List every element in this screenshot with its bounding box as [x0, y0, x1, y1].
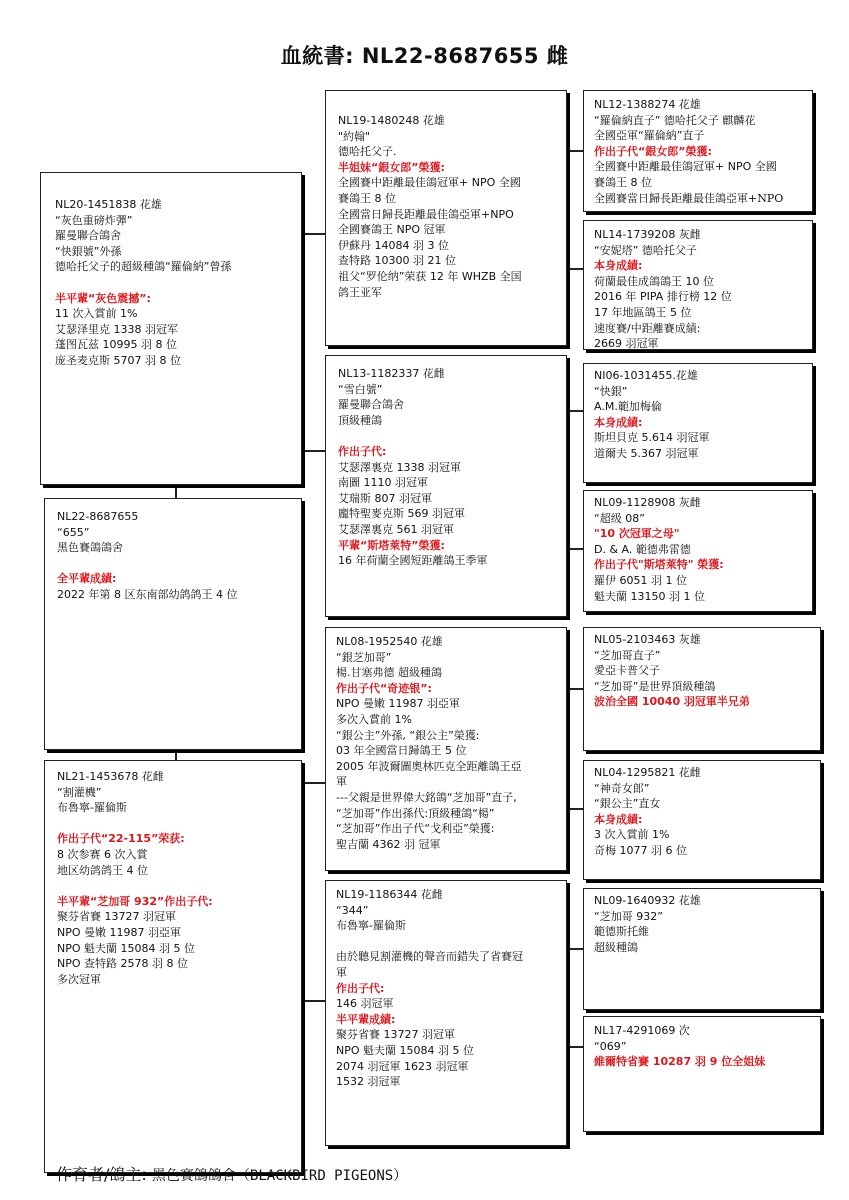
ds-line: NPO 曼嫩 11987 羽亞軍 [336, 697, 461, 711]
sdd-line: 魁夫蘭 13150 羽 1 位 [594, 589, 705, 603]
sd-line [338, 428, 560, 444]
dd-line: “344” [336, 903, 369, 917]
subject-line [57, 556, 291, 572]
ss-line: 半姐妹“銀女郎”榮獲: [338, 160, 445, 174]
sss-line: 作出子代“銀女郎”榮獲: [594, 144, 712, 158]
sds-line: “快銀” [594, 384, 628, 398]
ss-line: 全國當日歸長距離最佳鴿亞軍+NPO [338, 207, 514, 221]
sd-line: 羅曼聯合鴿舍 [338, 398, 404, 412]
sss-line: 賽鴿王 8 位 [594, 175, 652, 189]
dds-line: 超級種鴿 [594, 940, 638, 954]
footer [56, 1162, 407, 1185]
sss-line: 全國賽中距離最佳鴿冠軍+ NPO 全國 [594, 160, 777, 174]
ss-line: 全國賽鴿王 NPO 冠軍 [338, 223, 446, 237]
sd-line: NL13-1182337 花雌 [338, 367, 445, 380]
sdd-line: "10 次冠軍之母" [594, 527, 680, 541]
sss-line: 全國賽當日歸長距離最佳鴿亞軍+NPO [594, 191, 784, 205]
ds-line: 軍 [336, 775, 347, 789]
sd-line: 頂級種鴿 [338, 413, 382, 427]
dam-dam-dam-card [583, 1016, 821, 1132]
sdd-line: 羅伊 6051 羽 1 位 [594, 573, 687, 587]
ss-line: 賽鴿王 8 位 [338, 191, 396, 205]
dd-line [336, 934, 560, 950]
ddd-line: NL17-4291069 次 [594, 1024, 690, 1037]
dam-line: 地区幼鸽鸽王 4 位 [57, 863, 148, 877]
dam-sire-dam-card [583, 760, 821, 880]
dds-line: NL09-1640932 花雄 [594, 894, 701, 907]
sd-line: “雪白號” [338, 382, 383, 396]
connector-ds-dss [566, 688, 583, 690]
dsd-line: 奇梅 1077 羽 6 位 [594, 843, 687, 857]
sds-line: 本身成績: [594, 415, 643, 429]
dam-sire-sire-card [583, 627, 821, 751]
dam-line: 聚芬省賽 13727 羽冠軍 [57, 910, 176, 924]
subject-line: 黑色賽鴿鴿舍 [57, 541, 123, 555]
ds-line: 作出子代“奇迹银”: [336, 681, 432, 695]
dd-line: 由於聽見割灌機的聲音而錯失了省賽冠 [336, 950, 523, 964]
dam-line: 8 次参赛 6 次入賞 [57, 847, 148, 861]
dam-card [44, 760, 302, 1173]
ssd-line: 2669 羽冠軍 [594, 337, 659, 350]
sss-line: 全國亞軍“羅倫納”直子 [594, 129, 705, 143]
subject-line: NL22-8687655 [57, 510, 139, 523]
sire-line: 半平輩“灰色震撼”: [55, 291, 151, 305]
ds-line: 楊.甘塞弗德 超級種鴿 [336, 666, 442, 680]
dss-line: 波治全國 10040 羽冠軍半兄弟 [594, 695, 750, 709]
dam-line: NPO 魁夫蘭 15084 羽 5 位 [57, 941, 195, 955]
connector-sd-sdd [566, 548, 583, 550]
ds-line: “芝加哥”作出孫代:頂級種鴿“楊” [336, 806, 495, 820]
dam-line: NPO 查特路 2578 羽 8 位 [57, 957, 188, 971]
subject-line: “655” [57, 525, 90, 539]
breeder-label: 作育者/鴿主: [56, 1165, 147, 1184]
connector-dd-ddd [566, 1046, 583, 1048]
dsd-line: 3 次入賞前 1% [594, 828, 670, 842]
sire-sire-dam-card [583, 220, 813, 350]
sire-line: “快銀號”外孫 [55, 244, 122, 258]
dd-line: 半平輩成績: [336, 1012, 396, 1026]
ds-line: “銀芝加哥” [336, 650, 392, 664]
dds-line: “芝加哥 932” [594, 909, 663, 923]
dss-line: “芝加哥”是世界頂級種鴿 [594, 679, 716, 693]
ss-line: 祖父“罗伦纳”荣获 12 年 WHZB 全国 [338, 269, 522, 283]
ds-line: NL08-1952540 花雄 [336, 635, 443, 648]
dam-sire-card [325, 627, 567, 871]
ssd-line: 2016 年 PIPA 排行榜 12 位 [594, 290, 732, 304]
ssd-line: 17 年地區鴿王 5 位 [594, 305, 692, 319]
sdd-line: NL09-1128908 灰雌 [594, 496, 701, 509]
sdd-line: D. & A. 範德弗雷德 [594, 542, 691, 556]
dd-line: 2074 羽冠軍 1623 羽冠軍 [336, 1059, 469, 1073]
ds-line: 03 年全國當日歸鴿王 5 位 [336, 744, 467, 758]
sire-line: 艾瑟泽里克 1338 羽冠军 [55, 322, 178, 336]
connector-sd-sds [566, 410, 583, 412]
dsd-line: NL04-1295821 花雌 [594, 766, 701, 779]
ddd-line: “069” [594, 1039, 627, 1053]
ssd-line: 荷蘭最佳成鴿鴿王 10 位 [594, 274, 714, 288]
dsd-line: “神奇女郎” [594, 781, 650, 795]
sd-line: 艾瑞斯 807 羽冠軍 [338, 491, 432, 505]
dd-line: 軍 [336, 965, 347, 979]
sire-dam-sire-card [583, 363, 813, 483]
connector-ds-dsd [566, 808, 583, 810]
dd-line: 布魯寧-羅倫斯 [336, 919, 406, 933]
sd-line: 艾瑟澤裏克 1338 羽冠軍 [338, 460, 461, 474]
dd-line: NPO 魁夫蘭 15084 羽 5 位 [336, 1043, 474, 1057]
dam-line: “割灌機” [57, 785, 102, 799]
dsd-line: “銀公主”直女 [594, 797, 661, 811]
sire-line: “灰色重磅炸彈” [55, 213, 133, 227]
sire-line: NL20-1451838 花雄 [55, 198, 162, 211]
sss-line: “羅倫納直子” 德哈托父子 麒麟花 [594, 113, 756, 127]
dam-line: NPO 曼嫩 11987 羽亞軍 [57, 925, 182, 939]
page-title: 血統書: NL22-8687655 雌 [280, 44, 569, 68]
dam-line [57, 816, 291, 832]
sire-line [55, 275, 291, 291]
ddd-line: 維爾特省賽 10287 羽 9 位全姐妹 [594, 1055, 766, 1069]
sd-line: 龐特聖麥克斯 569 羽冠軍 [338, 507, 465, 521]
dam-dam-card [325, 880, 567, 1146]
dd-line: 146 羽冠軍 [336, 997, 394, 1011]
dds-line: 範德斯托維 [594, 925, 649, 939]
ss-line: 德哈托父子. [338, 145, 397, 159]
dd-line: 作出子代: [336, 981, 385, 995]
sds-line: 斯坦貝克 5.614 羽冠軍 [594, 431, 710, 445]
connector-dam-dd [301, 1000, 325, 1002]
connector-ss-sss [566, 150, 583, 152]
ssd-line: 速度賽/中距離賽成績: [594, 321, 701, 335]
connector-sire-subject [175, 484, 177, 498]
sd-line: 作出子代: [338, 444, 387, 458]
dam-dam-sire-card [583, 888, 821, 1010]
ds-line: 2005 年波爾圖奧林匹克全距離鴿王亞 [336, 759, 522, 773]
sire-line: 蓬图瓦兹 10995 羽 8 位 [55, 338, 177, 352]
ds-line: 聖吉蘭 4362 羽 冠軍 [336, 837, 441, 851]
ss-line: 全國賽中距離最佳鴿冠軍+ NPO 全國 [338, 176, 521, 190]
ssd-line: NL14-1739208 灰雌 [594, 228, 701, 241]
sire-dam-card [325, 355, 567, 617]
ssd-line: 本身成績: [594, 259, 643, 273]
dss-line: 愛亞卡普父子 [594, 664, 660, 678]
sd-line: 平輩“斯塔萊特”榮獲: [338, 538, 445, 552]
ss-line: NL19-1480248 花雄 [338, 114, 445, 127]
dd-line: 聚芬省賽 13727 羽冠軍 [336, 1028, 455, 1042]
ss-line: "約翰" [338, 129, 371, 143]
sd-line: 艾瑟澤裏克 561 羽冠軍 [338, 522, 454, 536]
dam-line: NL21-1453678 花雌 [57, 770, 164, 783]
dam-line: 布魯寧-羅倫斯 [57, 801, 127, 815]
sd-line: 16 年荷蘭全國短距離鴿王季軍 [338, 554, 488, 568]
connector-dam-ds [301, 782, 325, 784]
ds-line: “銀公主”外孫, “銀公主”榮獲: [336, 728, 480, 742]
dss-line: “芝加哥直子” [594, 648, 661, 662]
dsd-line: 本身成績: [594, 812, 643, 826]
sire-line: 德哈托父子的超級種鴿“羅倫納”曾孫 [55, 260, 232, 274]
sire-dam-dam-card [583, 490, 813, 612]
sds-line: NI06-1031455.花雄 [594, 369, 698, 382]
sds-line: A.M.範加梅倫 [594, 400, 662, 414]
breeder-name: 黑色賽鴿鴿舍（BLACKBIRD PIGEONS） [151, 1168, 408, 1184]
ss-line: 伊蘇丹 14084 羽 3 位 [338, 238, 449, 252]
sss-line: NL12-1388274 花雄 [594, 98, 701, 111]
sire-sire-card [325, 90, 567, 346]
sire-card [40, 172, 302, 485]
sire-line: 11 次入賞前 1% [55, 307, 138, 321]
dd-line: 1532 羽冠軍 [336, 1075, 401, 1089]
ds-line: 多次入賞前 1% [336, 712, 412, 726]
dam-line: 多次冠軍 [57, 972, 101, 986]
subject-card [44, 498, 302, 750]
ss-line: 鸽王亚军 [338, 285, 382, 299]
sdd-line: “超级 08” [594, 511, 645, 525]
sire-line: 庞圣麦克斯 5707 羽 8 位 [55, 353, 181, 367]
ss-line: 查特路 10300 羽 21 位 [338, 254, 456, 268]
sd-line: 南圖 1110 羽冠軍 [338, 476, 428, 490]
sire-sire-sire-card [583, 90, 813, 212]
subject-line: 全平輩成績: [57, 572, 117, 586]
subject-line: 2022 年第 8 区东南部幼鸽鸽王 4 位 [57, 587, 238, 601]
dam-line [57, 878, 291, 894]
connector-sire-sd [301, 450, 325, 452]
ssd-line: “安妮塔” 德哈托父子 [594, 243, 697, 257]
dam-line: 作出子代“22-115”荣获: [57, 832, 185, 846]
connector-ss-ssd [566, 268, 583, 270]
dss-line: NL05-2103463 灰雄 [594, 633, 701, 646]
sdd-line: 作出子代"斯塔萊特" 榮獲: [594, 558, 724, 572]
sds-line: 道爾夫 5.367 羽冠軍 [594, 446, 699, 460]
connector-sire-ss [301, 233, 325, 235]
dam-line: 半平輩“芝加哥 932”作出子代: [57, 894, 213, 908]
dd-line: NL19-1186344 花雌 [336, 888, 443, 901]
sire-line: 羅曼聯合鴿舍 [55, 229, 121, 243]
ds-line: “芝加哥”作出子代“戈利亞”榮獲: [336, 822, 495, 836]
ds-line: ---父親是世界偉大銘鴿“芝加哥”直子, [336, 790, 517, 804]
connector-dd-dds [566, 948, 583, 950]
